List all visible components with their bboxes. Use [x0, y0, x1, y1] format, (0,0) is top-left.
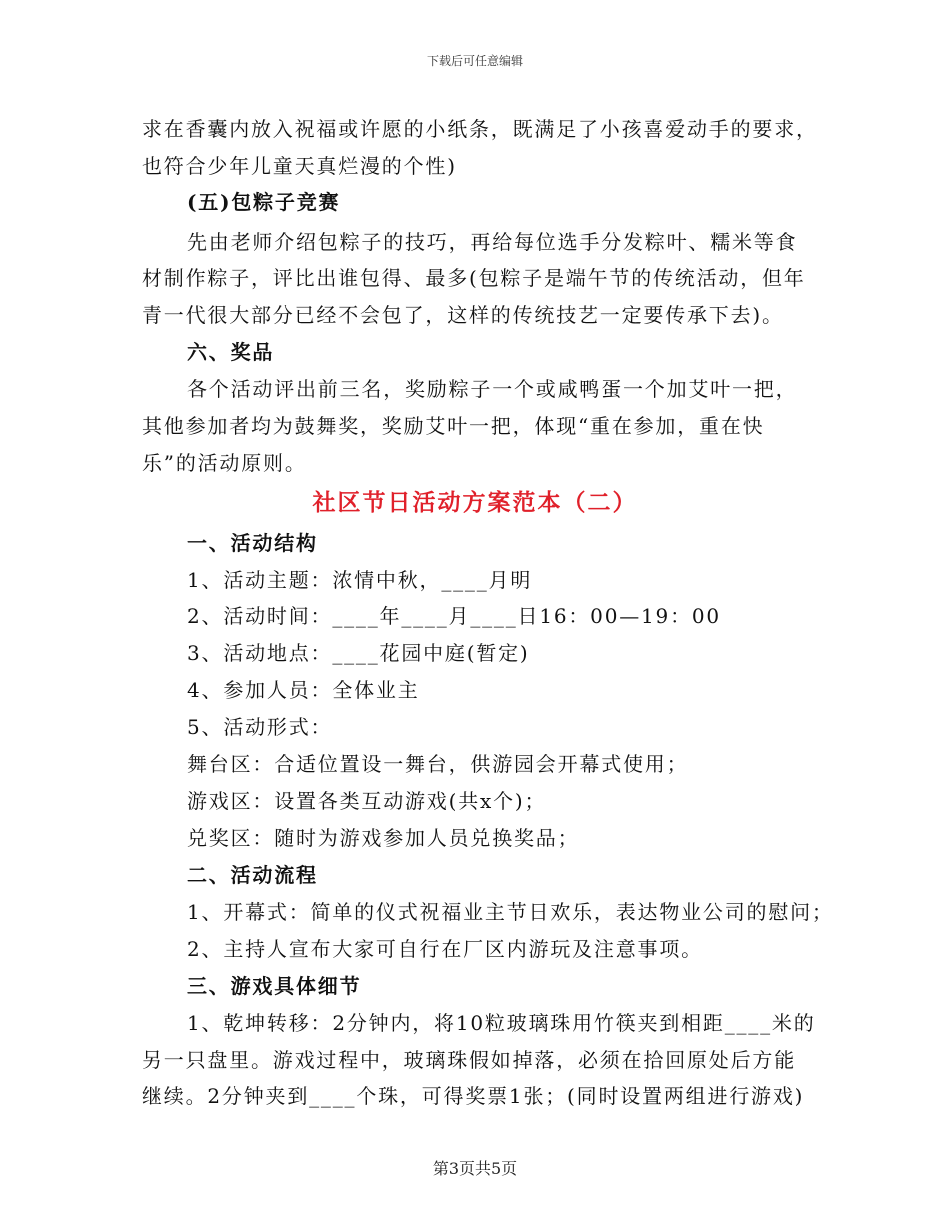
- section-heading: 六、奖品: [187, 340, 275, 364]
- paragraph-line: 另一只盘里。游戏过程中，玻璃珠假如掉落，必须在拾回原处后方能: [142, 1048, 796, 1072]
- paragraph-line: 继续。2分钟夹到____个珠，可得奖票1张；(同时设置两组进行游戏): [142, 1084, 805, 1108]
- paragraph-line: 青一代很大部分已经不会包了，这样的传统技艺一定要传承下去)。: [142, 303, 784, 327]
- paragraph-line: 先由老师介绍包粽子的技巧，再给每位选手分发粽叶、糯米等食: [187, 230, 798, 254]
- section-heading: 二、活动流程: [187, 863, 318, 887]
- paragraph-line: 兑奖区：随时为游戏参加人员兑换奖品；: [187, 826, 580, 850]
- list-item: 2、活动时间：____年____月____日16：00—19：00: [187, 604, 721, 628]
- paragraph-line: 游戏区：设置各类互动游戏(共x个)；: [187, 789, 547, 813]
- paragraph-line: 乐”的活动原则。: [142, 451, 307, 475]
- paragraph-line: 材制作粽子，评比出谁包得、最多(包粽子是端午节的传统活动，但年: [142, 266, 806, 290]
- page-number: 第3页共5页: [432, 1159, 518, 1178]
- section-heading: 一、活动结构: [187, 531, 318, 555]
- list-item: 2、主持人宣布大家可自行在厂区内游玩及注意事项。: [187, 937, 703, 961]
- paragraph-line: 也符合少年儿童天真烂漫的个性): [142, 154, 457, 178]
- list-item: 3、活动地点：____花园中庭(暂定): [187, 641, 530, 665]
- paragraph-line: 舞台区：合适位置设一舞台，供游园会开幕式使用；: [187, 752, 689, 776]
- paragraph-line: 求在香囊内放入祝福或许愿的小纸条，既满足了小孩喜爱动手的要求，: [142, 117, 818, 141]
- subsection-heading: (五)包粽子竞赛: [187, 190, 341, 214]
- list-item: 1、活动主题：浓情中秋，____月明: [187, 568, 533, 592]
- document-title: 社区节日活动方案范本（二）: [312, 489, 638, 516]
- header-note: 下载后可任意编辑: [426, 54, 523, 68]
- list-item: 4、参加人员：全体业主: [187, 678, 420, 702]
- list-item: 5、活动形式：: [187, 715, 333, 739]
- paragraph-line: 各个活动评出前三名，奖励粽子一个或咸鸭蛋一个加艾叶一把，: [187, 377, 798, 401]
- section-heading: 三、游戏具体细节: [187, 974, 362, 998]
- list-item: 1、乾坤转移：2分钟内，将10粒玻璃珠用竹筷夹到相距____米的: [187, 1011, 816, 1035]
- list-item: 1、开幕式：简单的仪式祝福业主节日欢乐，表达物业公司的慰问；: [187, 900, 834, 924]
- paragraph-line: 其他参加者均为鼓舞奖，奖励艾叶一把，体现“重在参加，重在快: [142, 414, 765, 438]
